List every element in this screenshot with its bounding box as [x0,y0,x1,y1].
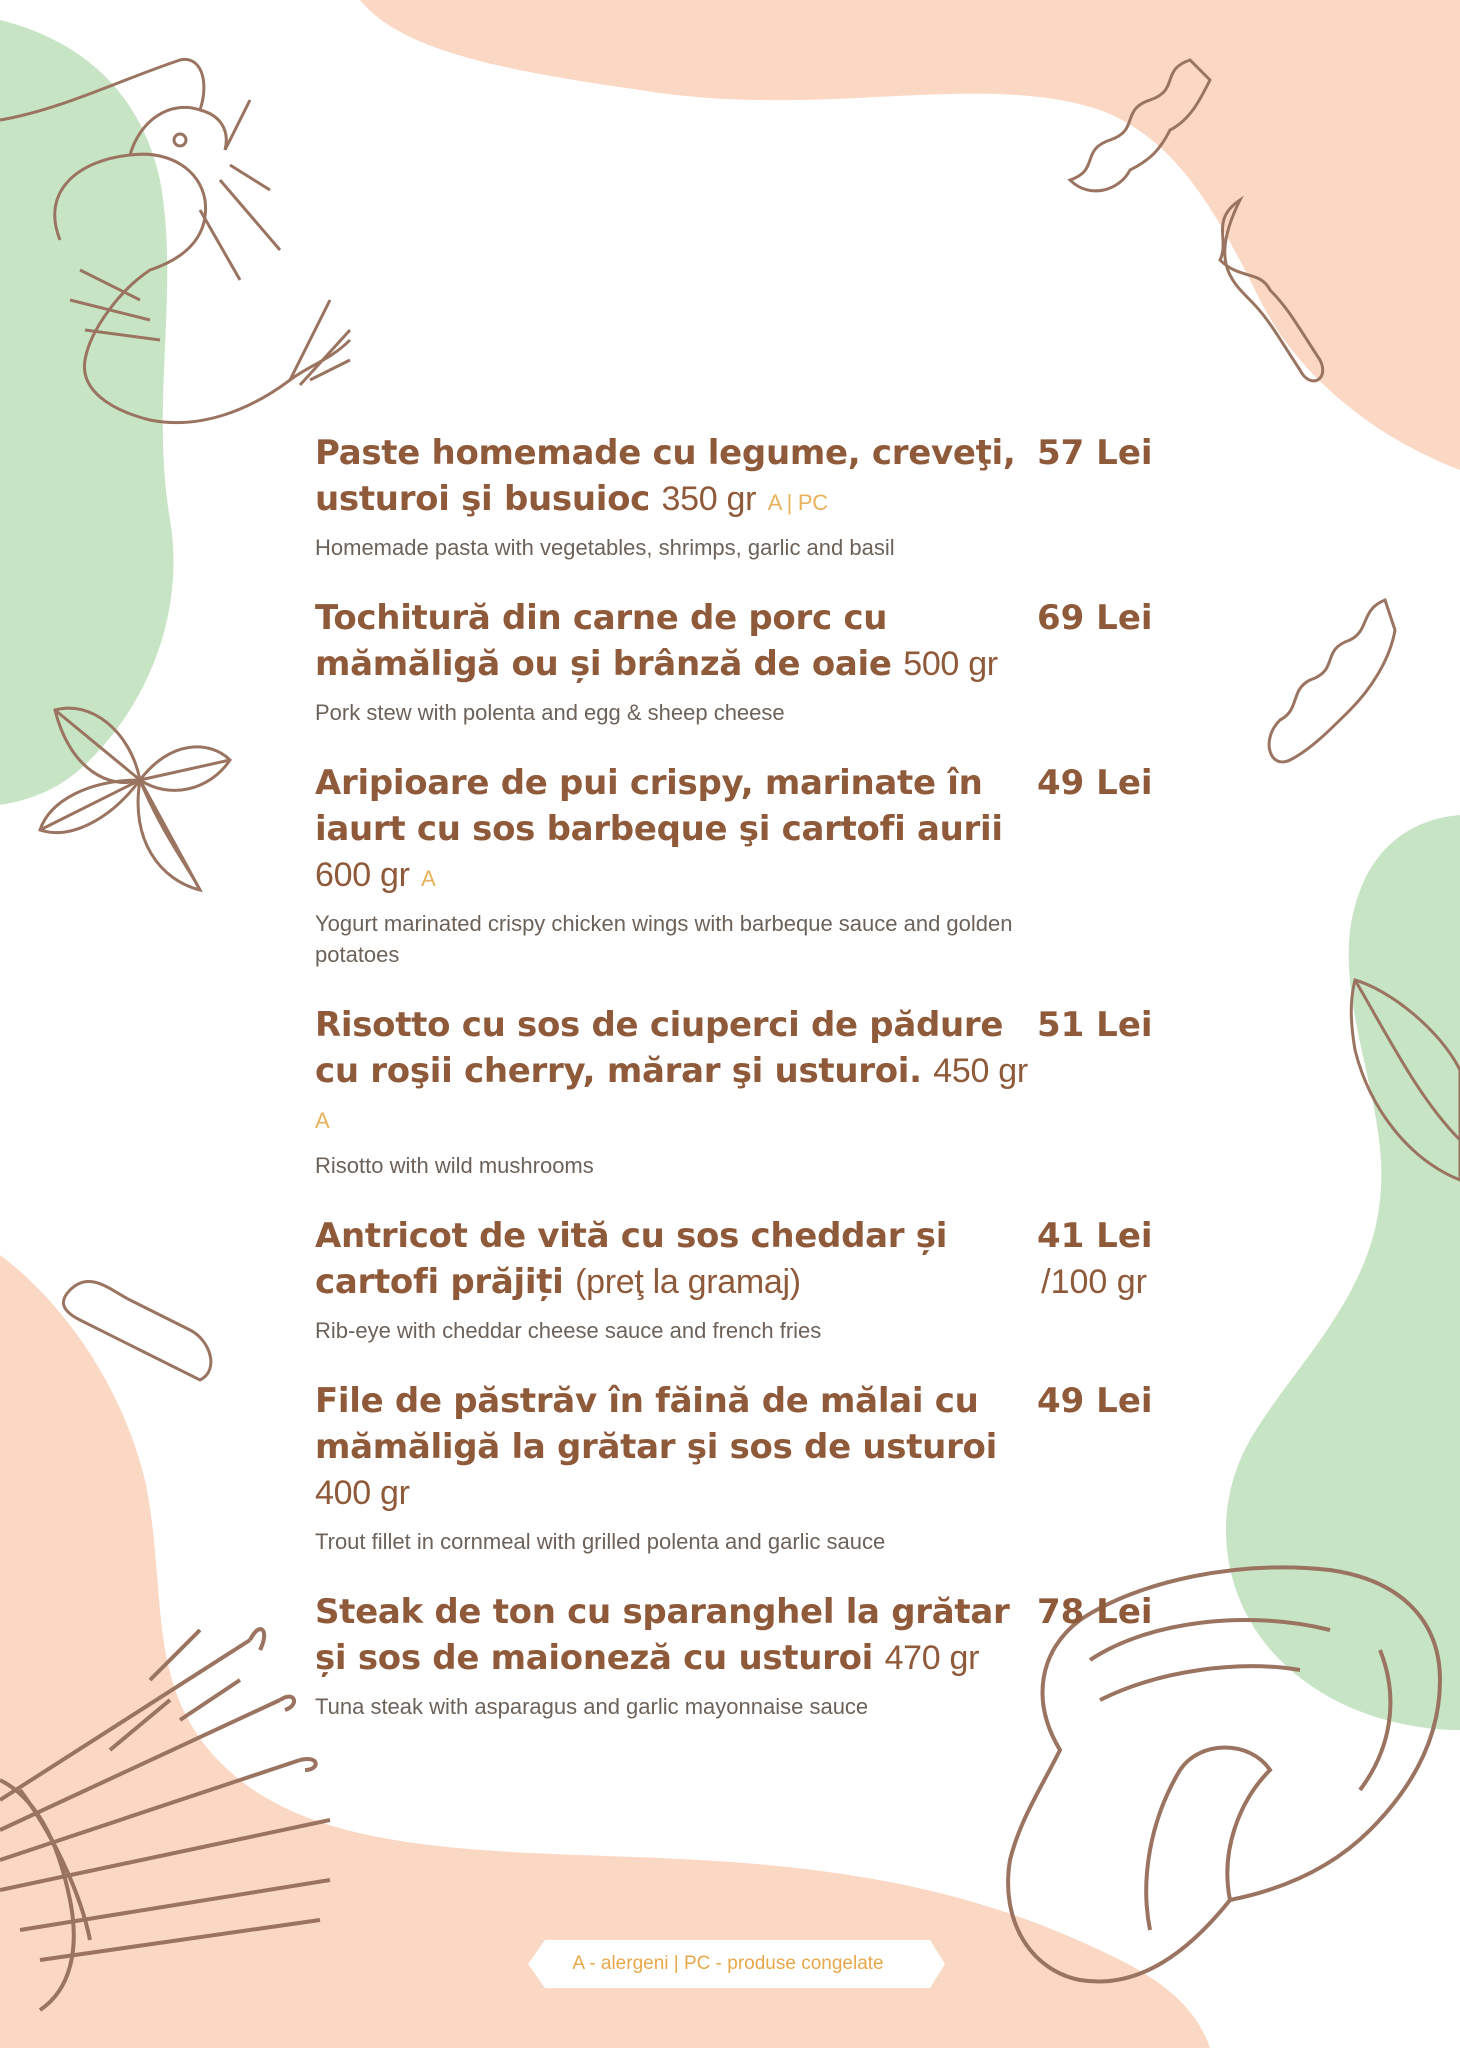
price-value: 49 Lei [1037,763,1153,803]
dish-description: Homemade pasta with vegetables, shrimps, garlic and basil [315,535,895,560]
dish-title [315,760,1037,902]
dish-weight: 400 gr [315,1474,410,1512]
dish-weight: 350 gr [661,480,757,518]
dish-description: Pork stew with polenta and egg & sheep cheese [315,700,785,725]
price-unit: /100 gr [1041,1263,1147,1301]
dish-description: Risotto with wild mushrooms [315,1153,594,1178]
dish-title [315,595,1037,691]
dish-name: Paste homemade cu legume, creveţi, usturoi şi busuioc [315,433,1016,519]
dish-name: Tochitură din carne de porc cu mămăligă ou și brânză de oaie [315,598,892,684]
menu-item [315,1213,1153,1346]
dish-price [1037,1378,1153,1424]
dish-tags: A [421,866,436,891]
allergen-legend-text: A - alergeni | PC - produse congelate [572,1953,884,1974]
menu-item-header [315,595,1153,691]
green-blob-right [1226,815,1460,1730]
menu-item-header [315,760,1153,902]
dish-name: File de păstrăv în făină de mălai cu mămăligă la grătar şi sos de usturoi [315,1381,997,1467]
dish-title [315,1002,1037,1144]
dish-price [1037,1213,1153,1305]
dish-description: Tuna steak with asparagus and garlic mayonnaise sauce [315,1694,869,1719]
dish-title [315,1378,1037,1520]
dish-weight: 450 gr [933,1052,1028,1090]
footer-legend [518,1938,938,1990]
dish-description: Trout fillet in cornmeal with grilled polenta and garlic sauce [315,1529,886,1554]
price-value: 78 Lei [1037,1592,1153,1632]
price-value: 57 Lei [1037,433,1153,473]
dish-tags: A | PC [767,490,828,515]
dish-title [315,1213,1037,1309]
price-value: 69 Lei [1037,598,1153,638]
dish-price [1037,595,1153,641]
dish-price [1037,1002,1153,1048]
green-blob-left [0,20,173,805]
dish-name: Risotto cu sos de ciuperci de pădure cu roşii cherry, mărar şi usturoi. [315,1005,1004,1091]
dish-weight: 600 gr [315,856,410,894]
dish-description: Yogurt marinated crispy chicken wings with barbeque sauce and golden potatoes [315,911,1013,967]
menu-item [315,430,1153,563]
menu-item [315,1002,1153,1181]
dish-price [1037,760,1153,806]
dish-weight: 500 gr [903,645,998,683]
menu-item [315,1589,1153,1722]
dish-description: Rib-eye with cheddar cheese sauce and french fries [315,1318,822,1343]
price-value: 51 Lei [1037,1005,1153,1045]
dish-weight: 470 gr [884,1639,980,1677]
dish-price [1037,1589,1153,1635]
dish-title [315,430,1037,526]
menu-item [315,595,1153,728]
menu-item [315,1378,1153,1557]
menu-item-header [315,430,1153,526]
dish-name: Steak de ton cu sparanghel la grătar și sos de maioneză cu usturoi [315,1592,1010,1678]
price-value: 41 Lei [1037,1216,1153,1256]
menu-item [315,760,1153,970]
menu-list [315,430,1153,1754]
menu-item-header [315,1213,1153,1309]
peach-blob-top [360,0,1460,470]
dish-name: Antricot de vită cu sos cheddar și cartofi prăjiți [315,1216,948,1302]
price-value: 49 Lei [1037,1381,1153,1421]
dish-weight: (preţ la gramaj) [575,1263,801,1301]
dish-title [315,1589,1037,1685]
menu-item-header [315,1378,1153,1520]
dish-price [1037,430,1153,476]
menu-item-header [315,1589,1153,1685]
dish-tags: A [315,1108,330,1133]
dish-name: Aripioare de pui crispy, marinate în iaurt cu sos barbeque şi cartofi aurii [315,763,1003,849]
menu-item-header [315,1002,1153,1144]
